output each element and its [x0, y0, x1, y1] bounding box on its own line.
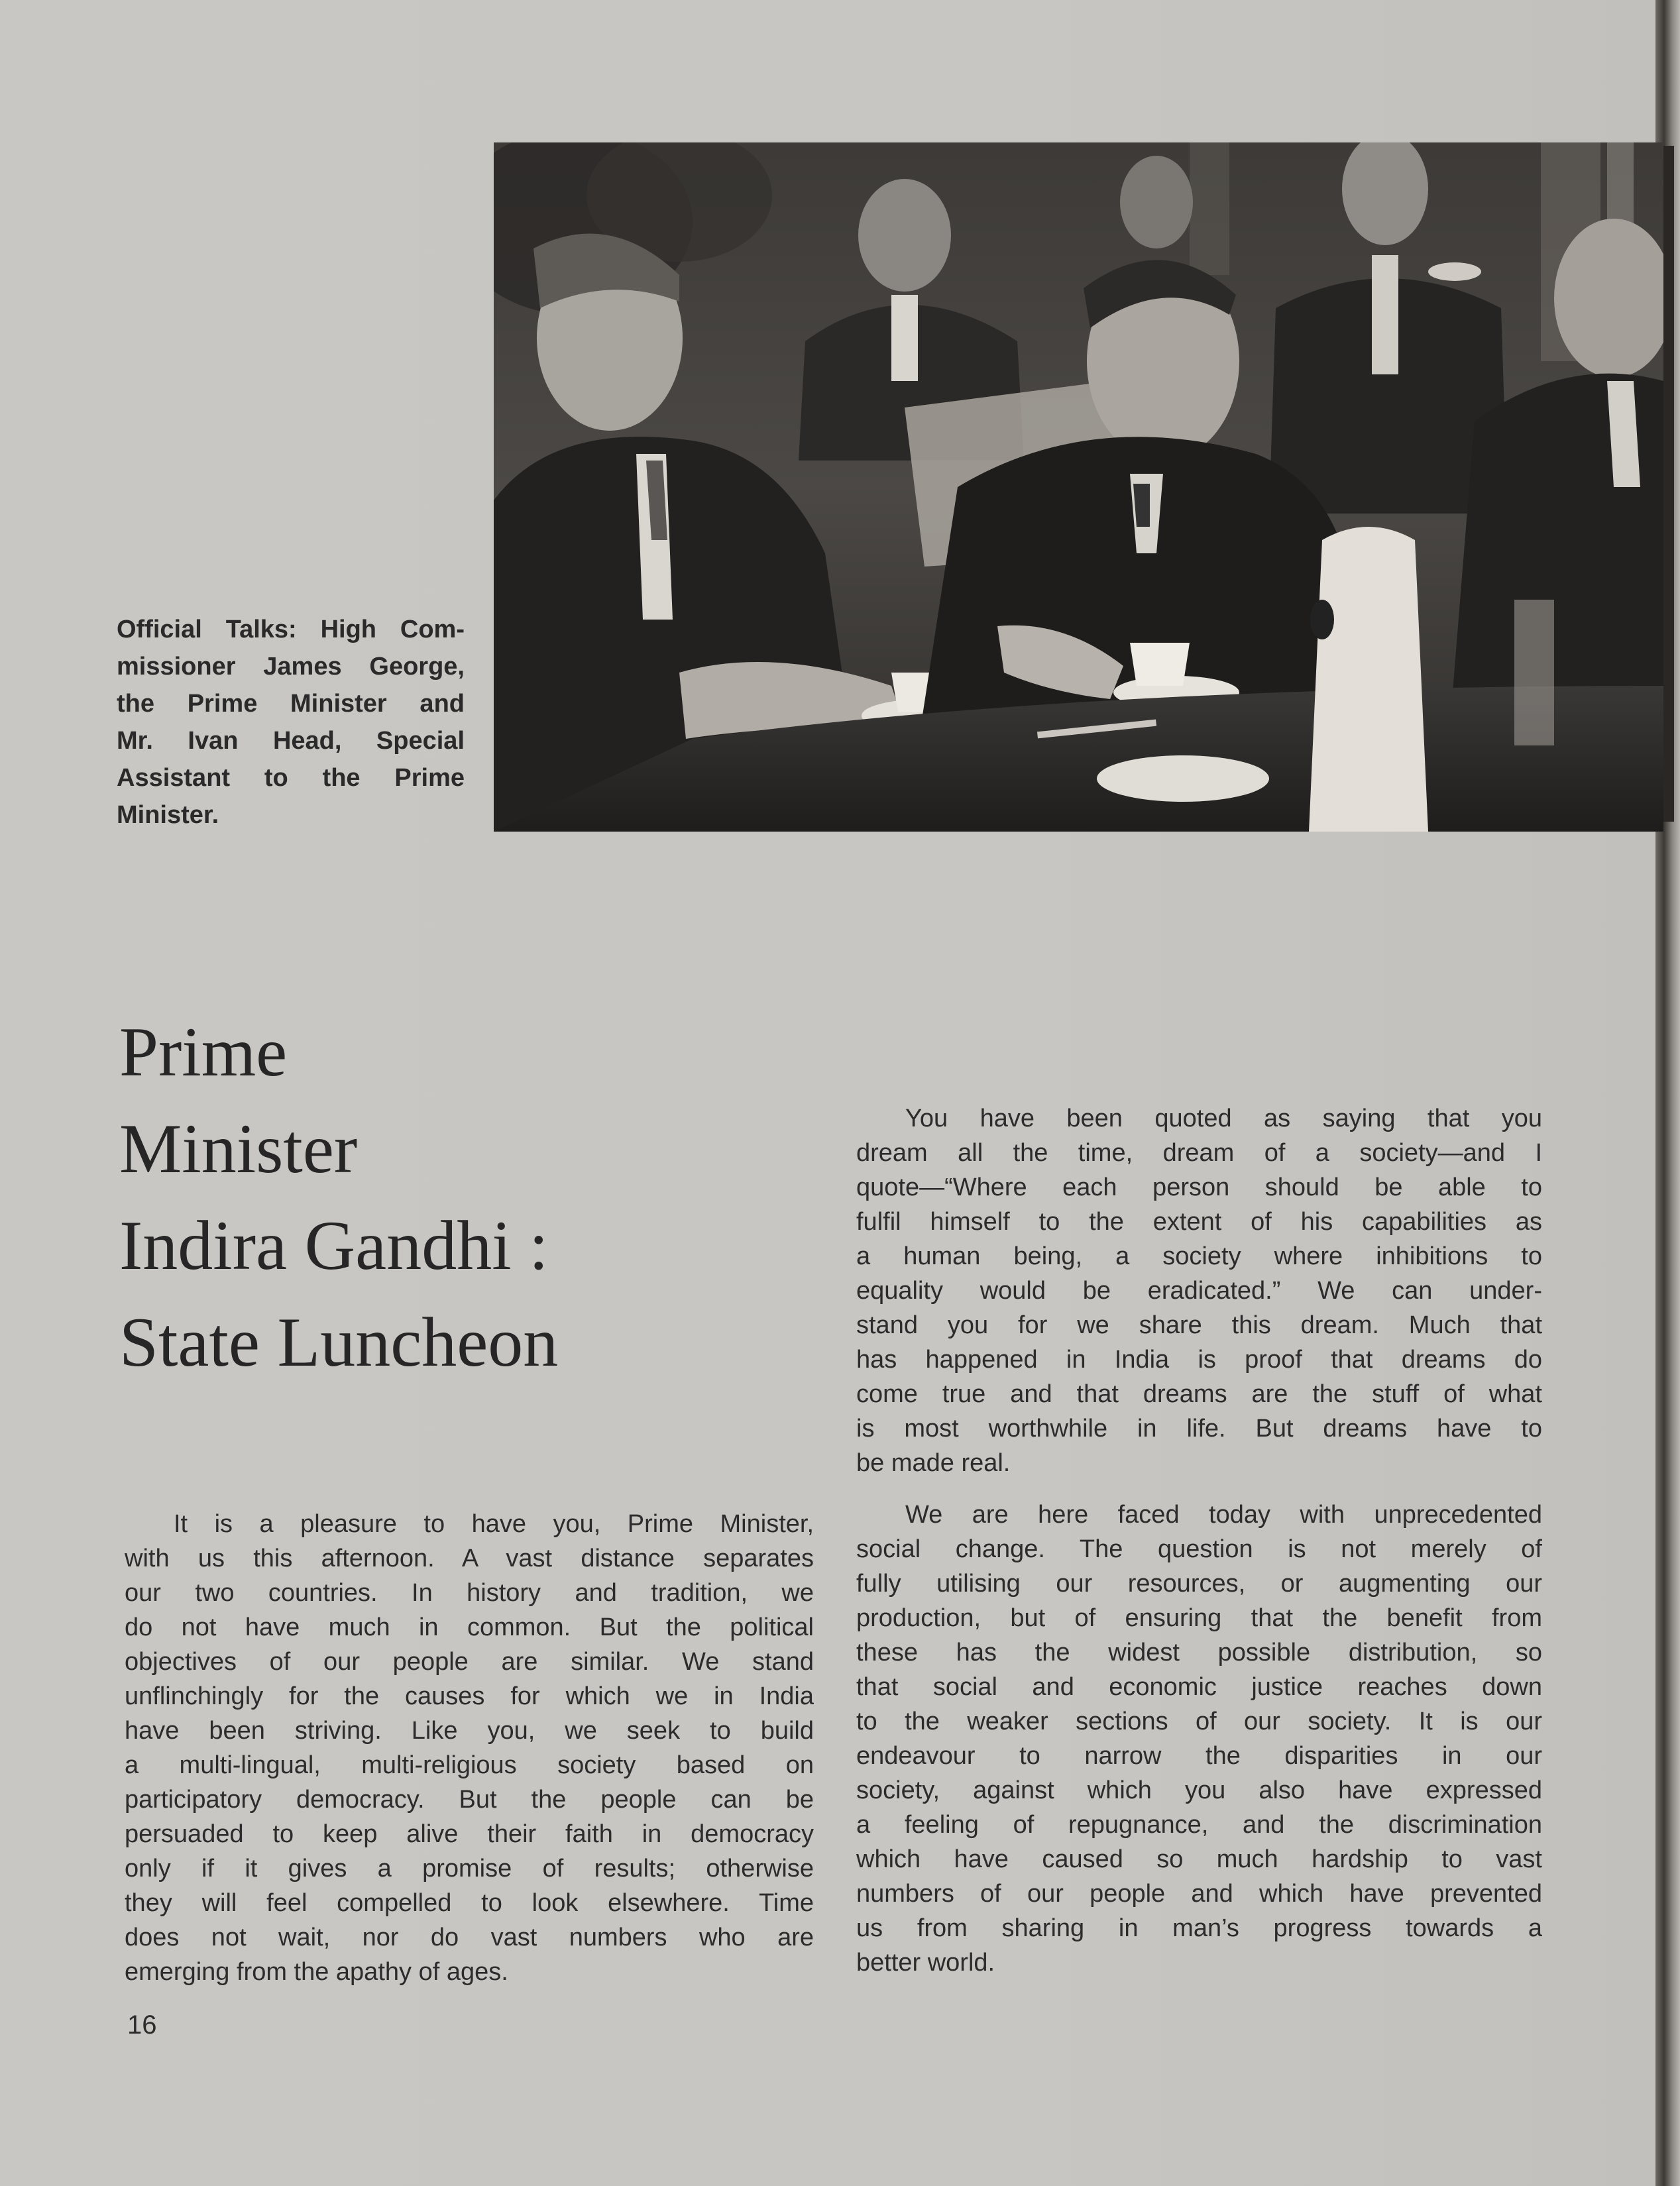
- body-line: It is a pleasure to have you, Prime Minister,: [174, 1510, 814, 1538]
- body-line: do not have much in common. But the political: [125, 1613, 814, 1641]
- body-line: society, against which you also have expressed: [856, 1776, 1542, 1804]
- body-line: endeavour to narrow the disparities in our: [856, 1742, 1542, 1770]
- caption-line: Mr. Ivan Head, Special: [117, 727, 465, 755]
- caption-line: Minister.: [117, 801, 219, 829]
- body-line: is most worthwhile in life. But dreams have to: [856, 1415, 1542, 1443]
- caption-line: the Prime Minister and: [117, 690, 465, 718]
- body-line: these has the widest possible distribution, so: [856, 1639, 1542, 1667]
- body-line: better world.: [856, 1949, 995, 1977]
- body-line: they will feel compelled to look elsewhere. Time: [125, 1889, 814, 1917]
- binding-shadow: [1662, 146, 1674, 822]
- body-line: has happened in India is proof that dreams do: [856, 1346, 1542, 1374]
- body-line: You have been quoted as saying that you: [905, 1105, 1542, 1132]
- body-line: quote—“Where each person should be able to: [856, 1174, 1542, 1201]
- body-line: persuaded to keep alive their faith in democracy: [125, 1820, 814, 1848]
- body-line: come true and that dreams are the stuff of what: [856, 1380, 1542, 1408]
- body-line: a human being, a society where inhibitions to: [856, 1242, 1542, 1270]
- article-title: [119, 1004, 716, 1391]
- body-paragraph: [856, 1498, 1542, 1980]
- body-line: production, but of ensuring that the benefit from: [856, 1604, 1542, 1632]
- body-paragraph: [125, 1507, 814, 1989]
- page-number: 16: [127, 2010, 157, 2040]
- body-line: equality would be eradicated.” We can under-: [856, 1277, 1542, 1305]
- body-line: We are here faced today with unprecedented: [905, 1501, 1542, 1529]
- title-line: State Luncheon: [119, 1303, 559, 1381]
- body-line: stand you for we share this dream. Much that: [856, 1311, 1542, 1339]
- body-line: to the weaker sections of our society. It is our: [856, 1708, 1542, 1735]
- title-line: Indira Gandhi :: [119, 1207, 549, 1284]
- body-line: our two countries. In history and tradition, we: [125, 1579, 814, 1607]
- caption-line: missioner James George,: [117, 653, 465, 681]
- left-column: [125, 1507, 814, 1989]
- body-line: fully utilising our resources, or augmenting our: [856, 1570, 1542, 1598]
- body-line: which have caused so much hardship to vast: [856, 1845, 1542, 1873]
- body-line: us from sharing in man’s progress towards a: [856, 1914, 1542, 1942]
- body-paragraph: [856, 1101, 1542, 1480]
- body-line: only if it gives a promise of results; otherwise: [125, 1855, 814, 1883]
- official-talks-photo: [494, 142, 1663, 832]
- body-line: participatory democracy. But the people can be: [125, 1786, 814, 1814]
- body-line: objectives of our people are similar. We stand: [125, 1648, 814, 1676]
- body-line: fulfil himself to the extent of his capabilities as: [856, 1208, 1542, 1236]
- body-line: be made real.: [856, 1449, 1011, 1477]
- title-line: Minister: [119, 1110, 358, 1187]
- body-line: unflinchingly for the causes for which we in India: [125, 1682, 814, 1710]
- right-column: [856, 1101, 1542, 1980]
- body-line: dream all the time, dream of a society—and I: [856, 1139, 1542, 1167]
- body-line: social change. The question is not merely of: [856, 1535, 1542, 1563]
- body-line: a feeling of repugnance, and the discrimination: [856, 1811, 1542, 1839]
- photo-image: [494, 142, 1663, 832]
- body-line: numbers of our people and which have prevented: [856, 1880, 1542, 1908]
- body-line: emerging from the apathy of ages.: [125, 1958, 508, 1986]
- title-line: Prime: [119, 1013, 288, 1091]
- body-line: a multi-lingual, multi-religious society based on: [125, 1751, 814, 1779]
- caption-line: Assistant to the Prime: [117, 764, 465, 792]
- body-line: that social and economic justice reaches down: [856, 1673, 1542, 1701]
- body-line: have been striving. Like you, we seek to build: [125, 1717, 814, 1745]
- photo-caption: [117, 611, 465, 834]
- body-line: with us this afternoon. A vast distance separates: [125, 1545, 814, 1572]
- caption-line: Official Talks: High Com-: [117, 616, 465, 643]
- body-line: does not wait, nor do vast numbers who are: [125, 1924, 814, 1951]
